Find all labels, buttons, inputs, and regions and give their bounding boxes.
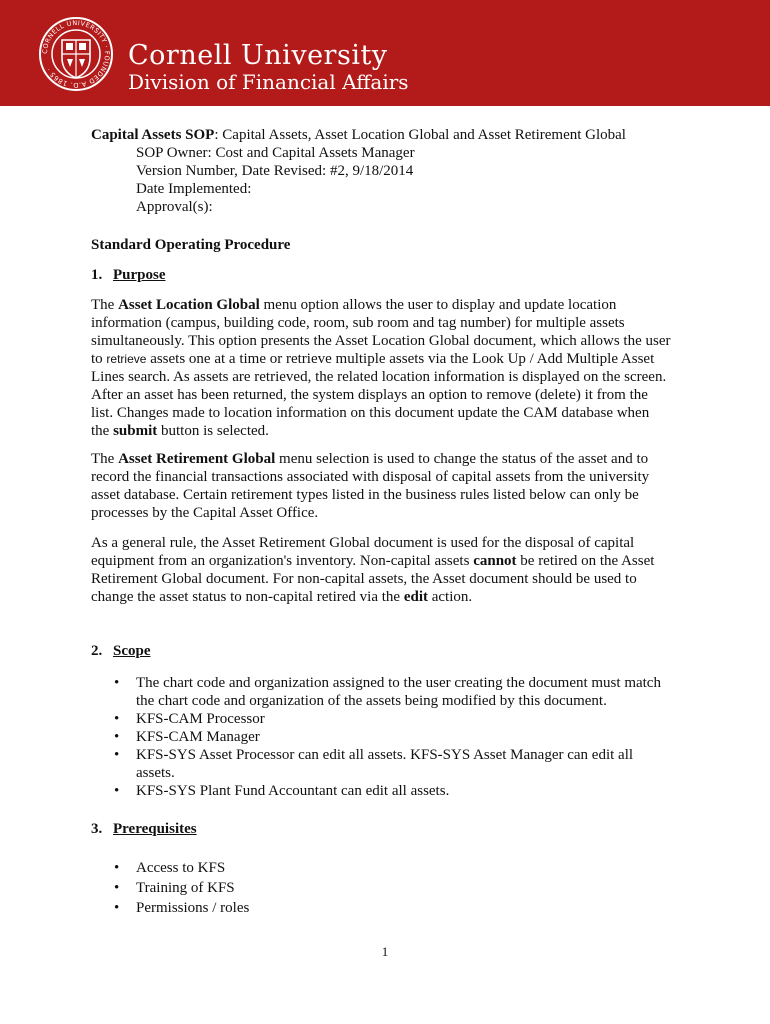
sop-date-implemented: Date Implemented:	[136, 181, 252, 197]
purpose-paragraph-1	[91, 296, 671, 440]
p3-text-a: As a general rule, the Asset Retirement Global document is used for the disposal of capital equipment from an organization's inventory. Non-capital assets	[91, 535, 635, 569]
p1-retrieve-word: retrieve	[106, 352, 147, 366]
purpose-paragraph-2	[91, 450, 671, 522]
prerequisites-title: Prerequisites	[113, 821, 197, 837]
section-title: Standard Operating Procedure	[91, 237, 291, 253]
scope-heading	[91, 642, 671, 660]
cornell-seal-logo	[38, 16, 114, 92]
prerequisites-number: 3.	[91, 821, 103, 837]
p2-text-a: The	[91, 451, 119, 467]
prerequisite-item: • Permissions / roles	[91, 898, 671, 918]
purpose-heading	[91, 266, 671, 284]
sop-title-rest: : Capital Assets, Asset Location Global and Asset Retirement Global	[214, 127, 626, 143]
scope-item: • KFS-SYS Asset Processor can edit all assets. KFS-SYS Asset Manager can edit all assets.	[91, 746, 671, 782]
p1-text-c: menu option allows the user to display and update location information (campus, building code, room, sub room and tag number) for multiple assets simultaneously. This option presents the Asset Location Global document, which allows the user to	[91, 297, 671, 367]
purpose-paragraph-3	[91, 534, 671, 606]
brand-university-name: Cornell University	[128, 40, 388, 71]
scope-item: • The chart code and organization assigned to the user creating the document must match the chart code and organization of the assets being modified by this document.	[91, 674, 671, 710]
sop-title-bold: Capital Assets SOP	[91, 127, 215, 143]
scope-item: • KFS-CAM Manager	[91, 728, 671, 746]
prerequisite-item: • Training of KFS	[91, 878, 671, 898]
brand-division-name: Division of Financial Affairs	[128, 70, 409, 94]
sop-title	[91, 126, 671, 144]
p3-bold-cannot: cannot	[473, 553, 517, 569]
p3-bold-edit: edit	[403, 589, 428, 605]
header-banner	[0, 0, 770, 106]
sop-owner: SOP Owner: Cost and Capital Assets Manager	[136, 145, 415, 161]
p3-text-e: action.	[427, 589, 473, 605]
p1-bold-asset-location-global: Asset Location Global	[118, 297, 260, 313]
purpose-title: Purpose	[113, 267, 166, 283]
p1-text-a: The	[91, 297, 119, 313]
p2-text-c: menu selection is used to change the status of the asset and to record the financial transactions associated with disposal of capital assets from the university asset database. Certain retirement types listed in the business rules listed below can only be processes by the Capital Asset Office.	[91, 451, 650, 521]
scope-list	[91, 674, 671, 800]
p1-bold-submit: submit	[113, 423, 158, 439]
scope-item: • KFS-SYS Plant Fund Accountant can edit all assets.	[91, 782, 671, 800]
prerequisites-list	[91, 858, 671, 918]
p3-text-c: be retired on the Asset Retirement Global document. For non-capital assets, the Asset document should be used to change the asset status to non-capital retired via the	[91, 553, 655, 605]
sop-version: Version Number, Date Revised: #2, 9/18/2014	[136, 163, 414, 179]
prerequisite-item: • Access to KFS	[91, 858, 671, 878]
document-body	[91, 126, 671, 918]
scope-title: Scope	[113, 643, 151, 659]
seal-text: CORNELL UNIVERSITY · FOUNDED A.D. 1865 ·	[40, 18, 112, 90]
p2-bold-asset-retirement-global: Asset Retirement Global	[118, 451, 276, 467]
p1-text-g: button is selected.	[157, 423, 269, 439]
page-number: 1	[381, 944, 389, 959]
sop-meta	[91, 144, 671, 216]
purpose-number: 1.	[91, 267, 103, 283]
prerequisites-heading	[91, 820, 671, 838]
sop-approvals: Approval(s):	[136, 199, 213, 215]
p1-text-e: assets one at a time or retrieve multiple assets via the Look Up / Add Multiple Asset Lines search. As assets are retrieved, the related location information is displayed on the screen. After an asset has been returned, the system displays an option to remove (delete) it from the list. Changes made to location information on this document update the CAM database when the	[91, 351, 667, 439]
scope-item: • KFS-CAM Processor	[91, 710, 671, 728]
scope-number: 2.	[91, 643, 103, 659]
